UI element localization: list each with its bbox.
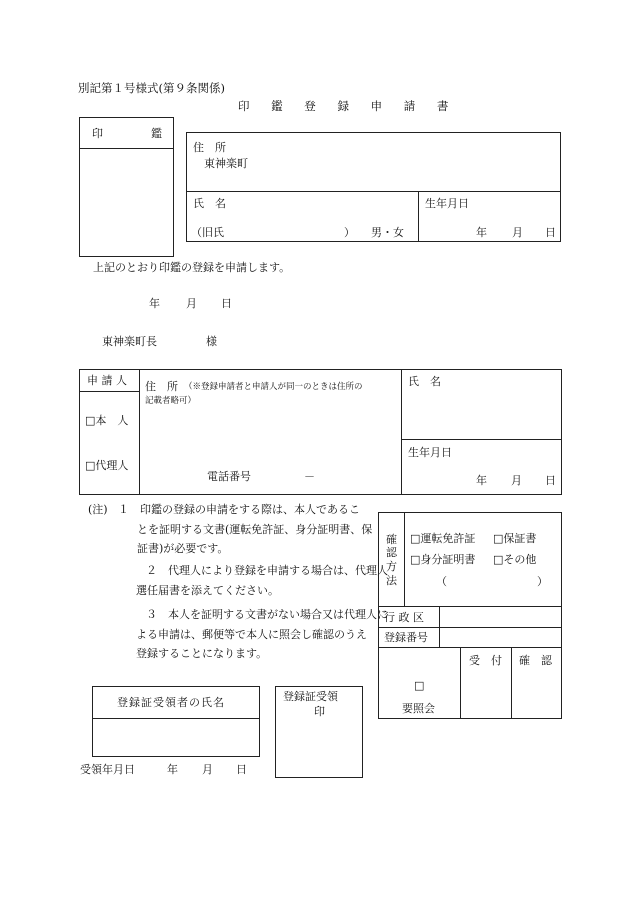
form-title: 印 鑑 登 録 申 請 書 <box>238 99 458 113</box>
date-year: 年 <box>149 297 160 310</box>
verify-char-1: 確 <box>386 533 397 546</box>
receipt-label: 受 付 <box>469 654 502 667</box>
opt-guarantee[interactable]: □保証書 <box>493 532 537 545</box>
received-month: 月 <box>202 763 213 776</box>
note-2-line1: 代理人により登録を申請する場合は、代理人 <box>168 564 388 577</box>
note-2-number: ２ <box>146 564 157 577</box>
birth-day: 日 <box>545 226 556 239</box>
note-3-line1: 本人を証明する文書がない場合又は代理人に <box>168 608 388 621</box>
applicant-address-label: 住 所 <box>145 380 178 393</box>
opt-id-card[interactable]: □身分証明書 <box>410 553 476 566</box>
verify-char-2: 認 <box>386 546 397 559</box>
registrant-address-value[interactable]: 東神楽町 <box>204 157 248 170</box>
opt-other[interactable]: □その他 <box>493 553 537 566</box>
received-year: 年 <box>167 763 178 776</box>
inquiry-label: 要照会 <box>402 702 435 715</box>
verify-char-3: 方 <box>386 560 397 573</box>
registrant-birth-label: 生年月日 <box>425 197 469 210</box>
application-statement: 上記のとおり印鑑の登録を申請します。 <box>93 261 291 274</box>
applicant-address-note: （※登録申請者と申請人が同一のときは住所の <box>184 382 363 392</box>
note-1-number: １ <box>118 503 129 516</box>
applicant-address-note-2: 記載者略可） <box>145 396 197 406</box>
recipient-seal-line2: 印 <box>314 705 325 718</box>
received-day: 日 <box>236 763 247 776</box>
received-date-label: 受領年月日 <box>80 763 135 776</box>
note-1-line3: 証書)が必要です。 <box>137 542 229 555</box>
seal-label-right: 鑑 <box>151 127 162 140</box>
opt-license[interactable]: □運転免許証 <box>410 532 476 545</box>
note-1-line2: とを証明する文書(運転免許証、身分証明書、保 <box>137 522 373 536</box>
verify-char-4: 法 <box>386 574 397 587</box>
note-2 <box>136 561 388 600</box>
note-3 <box>136 605 388 664</box>
birth-month: 月 <box>512 226 523 239</box>
addressee-name: 東神楽町長 <box>102 335 157 348</box>
applicant-birth-month: 月 <box>511 474 522 487</box>
former-name-close: ） <box>344 226 355 239</box>
note-2-line2: 選任届書を添えてください。 <box>136 583 279 597</box>
applicant-name-label: 氏 名 <box>408 375 441 388</box>
applicant-header: 申 請 人 <box>87 374 127 387</box>
applicant-self-option[interactable]: □本 人 <box>85 414 129 427</box>
confirm-label: 確 認 <box>519 654 552 667</box>
note-3-number: ３ <box>146 608 157 621</box>
phone-label: 電話番号 <box>207 470 251 483</box>
reg-number-label: 登録番号 <box>384 631 428 644</box>
registrant-address-label: 住 所 <box>193 141 226 154</box>
applicant-birth-year: 年 <box>476 474 487 487</box>
applicant-birth-day: 日 <box>545 474 556 487</box>
other-paren-close: ） <box>537 575 548 588</box>
date-month: 月 <box>186 297 197 310</box>
gender-choice[interactable]: 男・女 <box>371 226 404 239</box>
date-day: 日 <box>221 297 232 310</box>
seal-label-left: 印 <box>92 127 103 140</box>
birth-year: 年 <box>476 226 487 239</box>
phone-dash: － <box>304 470 315 483</box>
applicant-agent-option[interactable]: □代理人 <box>85 459 129 472</box>
admin-area-label: 行 政 区 <box>384 611 424 624</box>
registrant-name-label: 氏 名 <box>193 197 226 210</box>
notes-marker: (注) <box>88 503 108 516</box>
applicant-birth-label: 生年月日 <box>408 446 452 459</box>
recipient-name-label: 登録証受領者の氏名 <box>117 696 225 709</box>
other-paren-open: （ <box>436 575 447 588</box>
note-3-line3: 登録することになります。 <box>136 647 268 660</box>
addressee-honorific: 様 <box>206 335 217 348</box>
note-1 <box>118 500 372 559</box>
note-3-line2: よる申請は、郵便等で本人に照会し確認のうえ <box>136 627 367 641</box>
note-1-line1: 印鑑の登録の申請をする際は、本人であるこ <box>140 503 360 516</box>
former-name-open: （旧氏 <box>191 226 224 239</box>
inquiry-checkbox[interactable]: □ <box>414 679 425 692</box>
form-number-label: 別記第１号様式(第９条関係) <box>78 81 225 95</box>
recipient-seal-line1: 登録証受領 <box>283 690 338 703</box>
